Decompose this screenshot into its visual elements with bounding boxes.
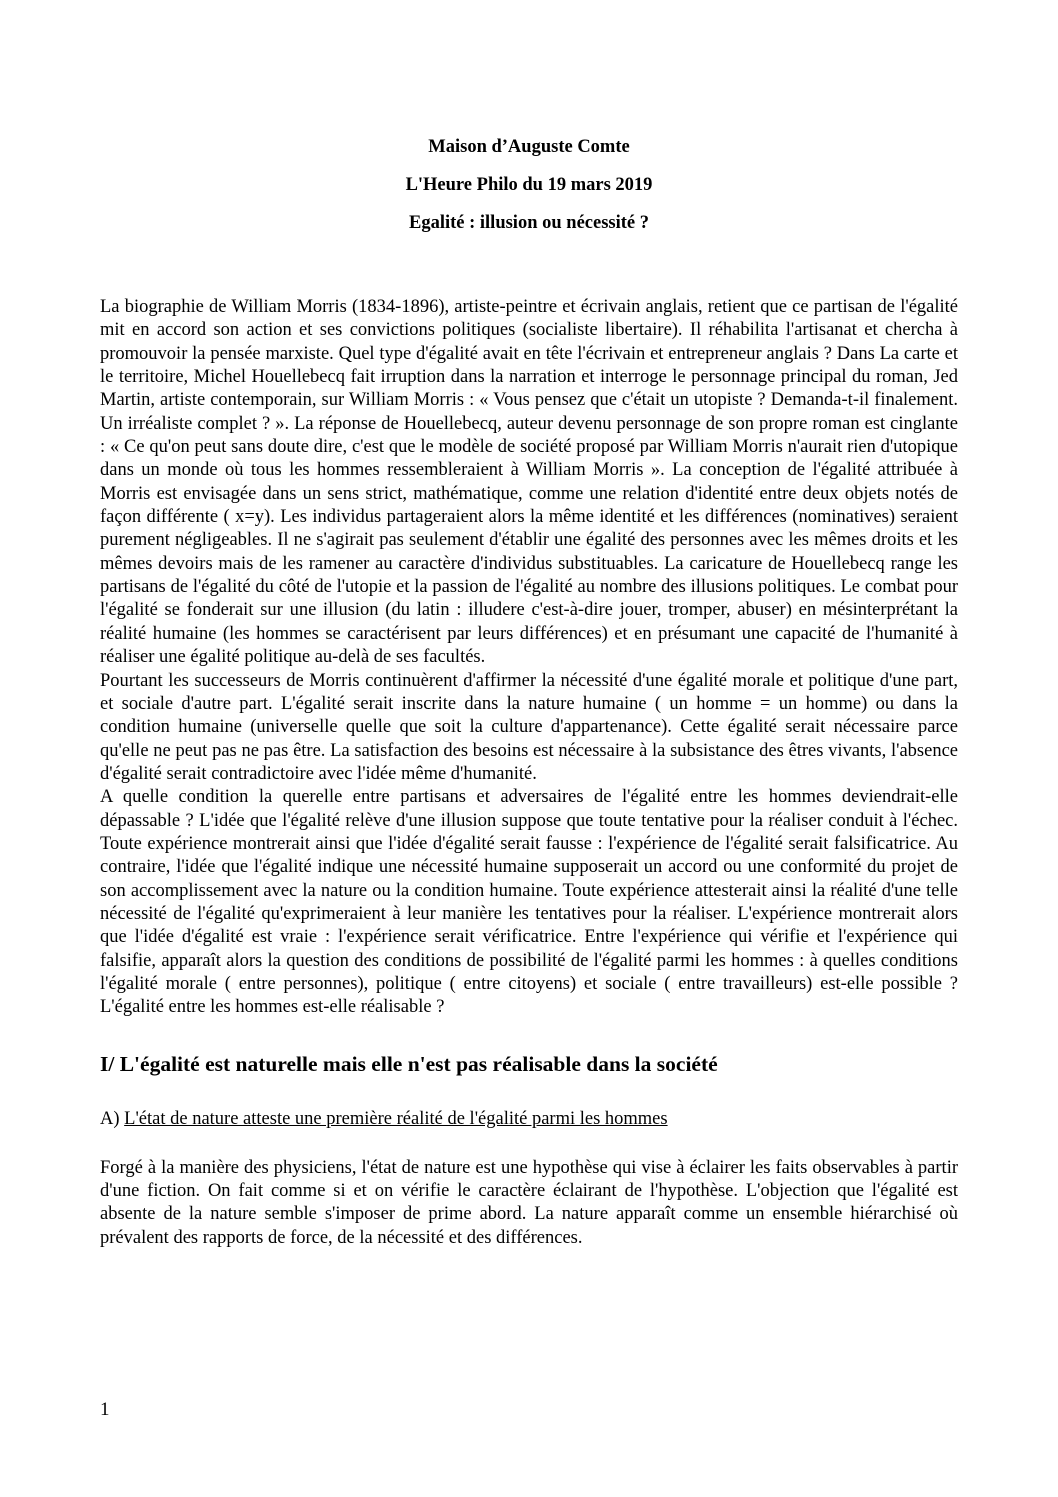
intro-paragraph-morris: La biographie de William Morris (1834-1896), artiste-peintre et écrivain anglais, retient que ce partisan de l'égalité mit en accord son action et ses convictions politiques (socialiste libertaire). Il réhabilita l'artisanat et chercha à promouvoir la pensée marxiste. Quel type d'égalité avait en tête l'écrivain et entrepreneur anglais ? Dans La carte et le territoire, Michel Houellebecq fait irruption dans la narration et interroge le personnage principal du roman, Jed Martin, artiste contemporain, sur William Morris : « Vous pensez que c'était un utopiste ? Demanda-t-il finalement. Un irréaliste complet ? ». La réponse de Houellebecq, auteur devenu personnage de son propre roman est cinglante : « Ce qu'on peut sans doute dire, c'est que le modèle de société proposé par William Morris n'aurait rien d'utopique dans un monde où tous les hommes ressembleraient à William Morris ». La conception de l'égalité attribuée à Morris est envisagée dans un sens strict, mathématique, comme une relation d'identité entre deux objets notés de façon différente ( x=y). Les individus partageraient alors la même identité et les différences (nominatives) seraient purement négligeables. Il ne s'agirait pas seulement d'établir une égalité des personnes avec les mêmes droits et les mêmes devoirs mais de les ramener au caractère d'individus substituables. La caricature de Houellebecq range les partisans de l'égalité du côté de l'utopie et la passion de l'égalité au nombre des illusions politiques. Le combat pour l'égalité se fonderait sur une illusion (du latin : illudere c'est-à-dire jouer, tromper, abuser) en mésinterprétant la réalité humaine (les hommes se caractérisent par leurs différences) et en présumant une capacité de l'humanité à réaliser une égalité politique au-delà de ses facultés.: [100, 297, 958, 668]
subsection-prefix: A): [100, 1108, 125, 1129]
document-content: [100, 0, 958, 1250]
subsection-title-underlined: L'état de nature atteste une première réalité de l'égalité parmi les hommes: [124, 1108, 668, 1129]
subsection-body: [100, 1157, 958, 1250]
section-heading-part-one: I/ L'égalité est naturelle mais elle n'est pas réalisable dans la société: [100, 1051, 718, 1076]
introduction-text: [100, 296, 958, 1020]
page-number: 1: [100, 1399, 110, 1420]
intro-paragraph-successeurs: Pourtant les successeurs de Morris continuèrent d'affirmer la nécessité d'une égalité morale et politique d'une part, et sociale d'autre part. L'égalité serait inscrite dans la nature humaine ( un homme = un homme) ou dans la condition humaine (universelle quelle que soit la culture d'appartenance). Cette égalité serait nécessaire parce qu'elle ne peut pas ne pas être. La satisfaction des besoins est nécessaire à la subsistance des êtres vivants, l'absence d'égalité serait contradictoire avec l'idée même d'humanité.: [100, 670, 958, 784]
subsection-paragraph-etat-de-nature: Forgé à la manière des physiciens, l'état de nature est une hypothèse qui vise à éclairer les faits observables à partir d'une fiction. On fait comme si et on vérifie le caractère éclairant de l'hypothèse. L'objection que l'égalité est absente de la nature semble s'imposer de prime abord. La nature apparaît comme un ensemble hiérarchisé où prévalent des rapports de force, de la nécessité et des différences.: [100, 1157, 958, 1248]
doc-title-line-topic: Egalité : illusion ou nécessité ?: [409, 213, 649, 233]
doc-title-line-event-date: L'Heure Philo du 19 mars 2019: [405, 175, 653, 195]
doc-title-line-institution: Maison d’Auguste Comte: [428, 137, 630, 157]
subsection-heading-a: [100, 1107, 958, 1131]
document-header: [100, 0, 958, 242]
intro-paragraph-problematique: A quelle condition la querelle entre partisans et adversaires de l'égalité entre les hommes deviendrait-elle dépassable ? L'idée que l'égalité relève d'une illusion suppose que toute tentative pour la réaliser conduit à l'échec. Toute expérience montrerait ainsi que l'idée d'égalité serait fausse : l'expérience de l'égalité serait falsificatrice. Au contraire, l'idée que l'égalité indique une nécessité humaine supposerait un accord ou une conformité du projet de son accomplissement avec la nature ou la condition humaine. Toute expérience attesterait ainsi la réalité d'une telle nécessité de l'égalité qu'exprimeraient à leur manière les tentatives pour la réaliser. L'expérience montrerait alors que l'idée d'égalité est vraie : l'expérience serait vérificatrice. Entre l'expérience qui vérifie et l'expérience qui falsifie, apparaît alors la question des conditions de possibilité de l'égalité parmi les hommes : à quelles conditions l'égalité morale ( entre personnes), politique ( entre citoyens) et sociale ( entre travailleurs) est-elle possible ? L'égalité entre les hommes est-elle réalisable ?: [100, 787, 958, 1018]
